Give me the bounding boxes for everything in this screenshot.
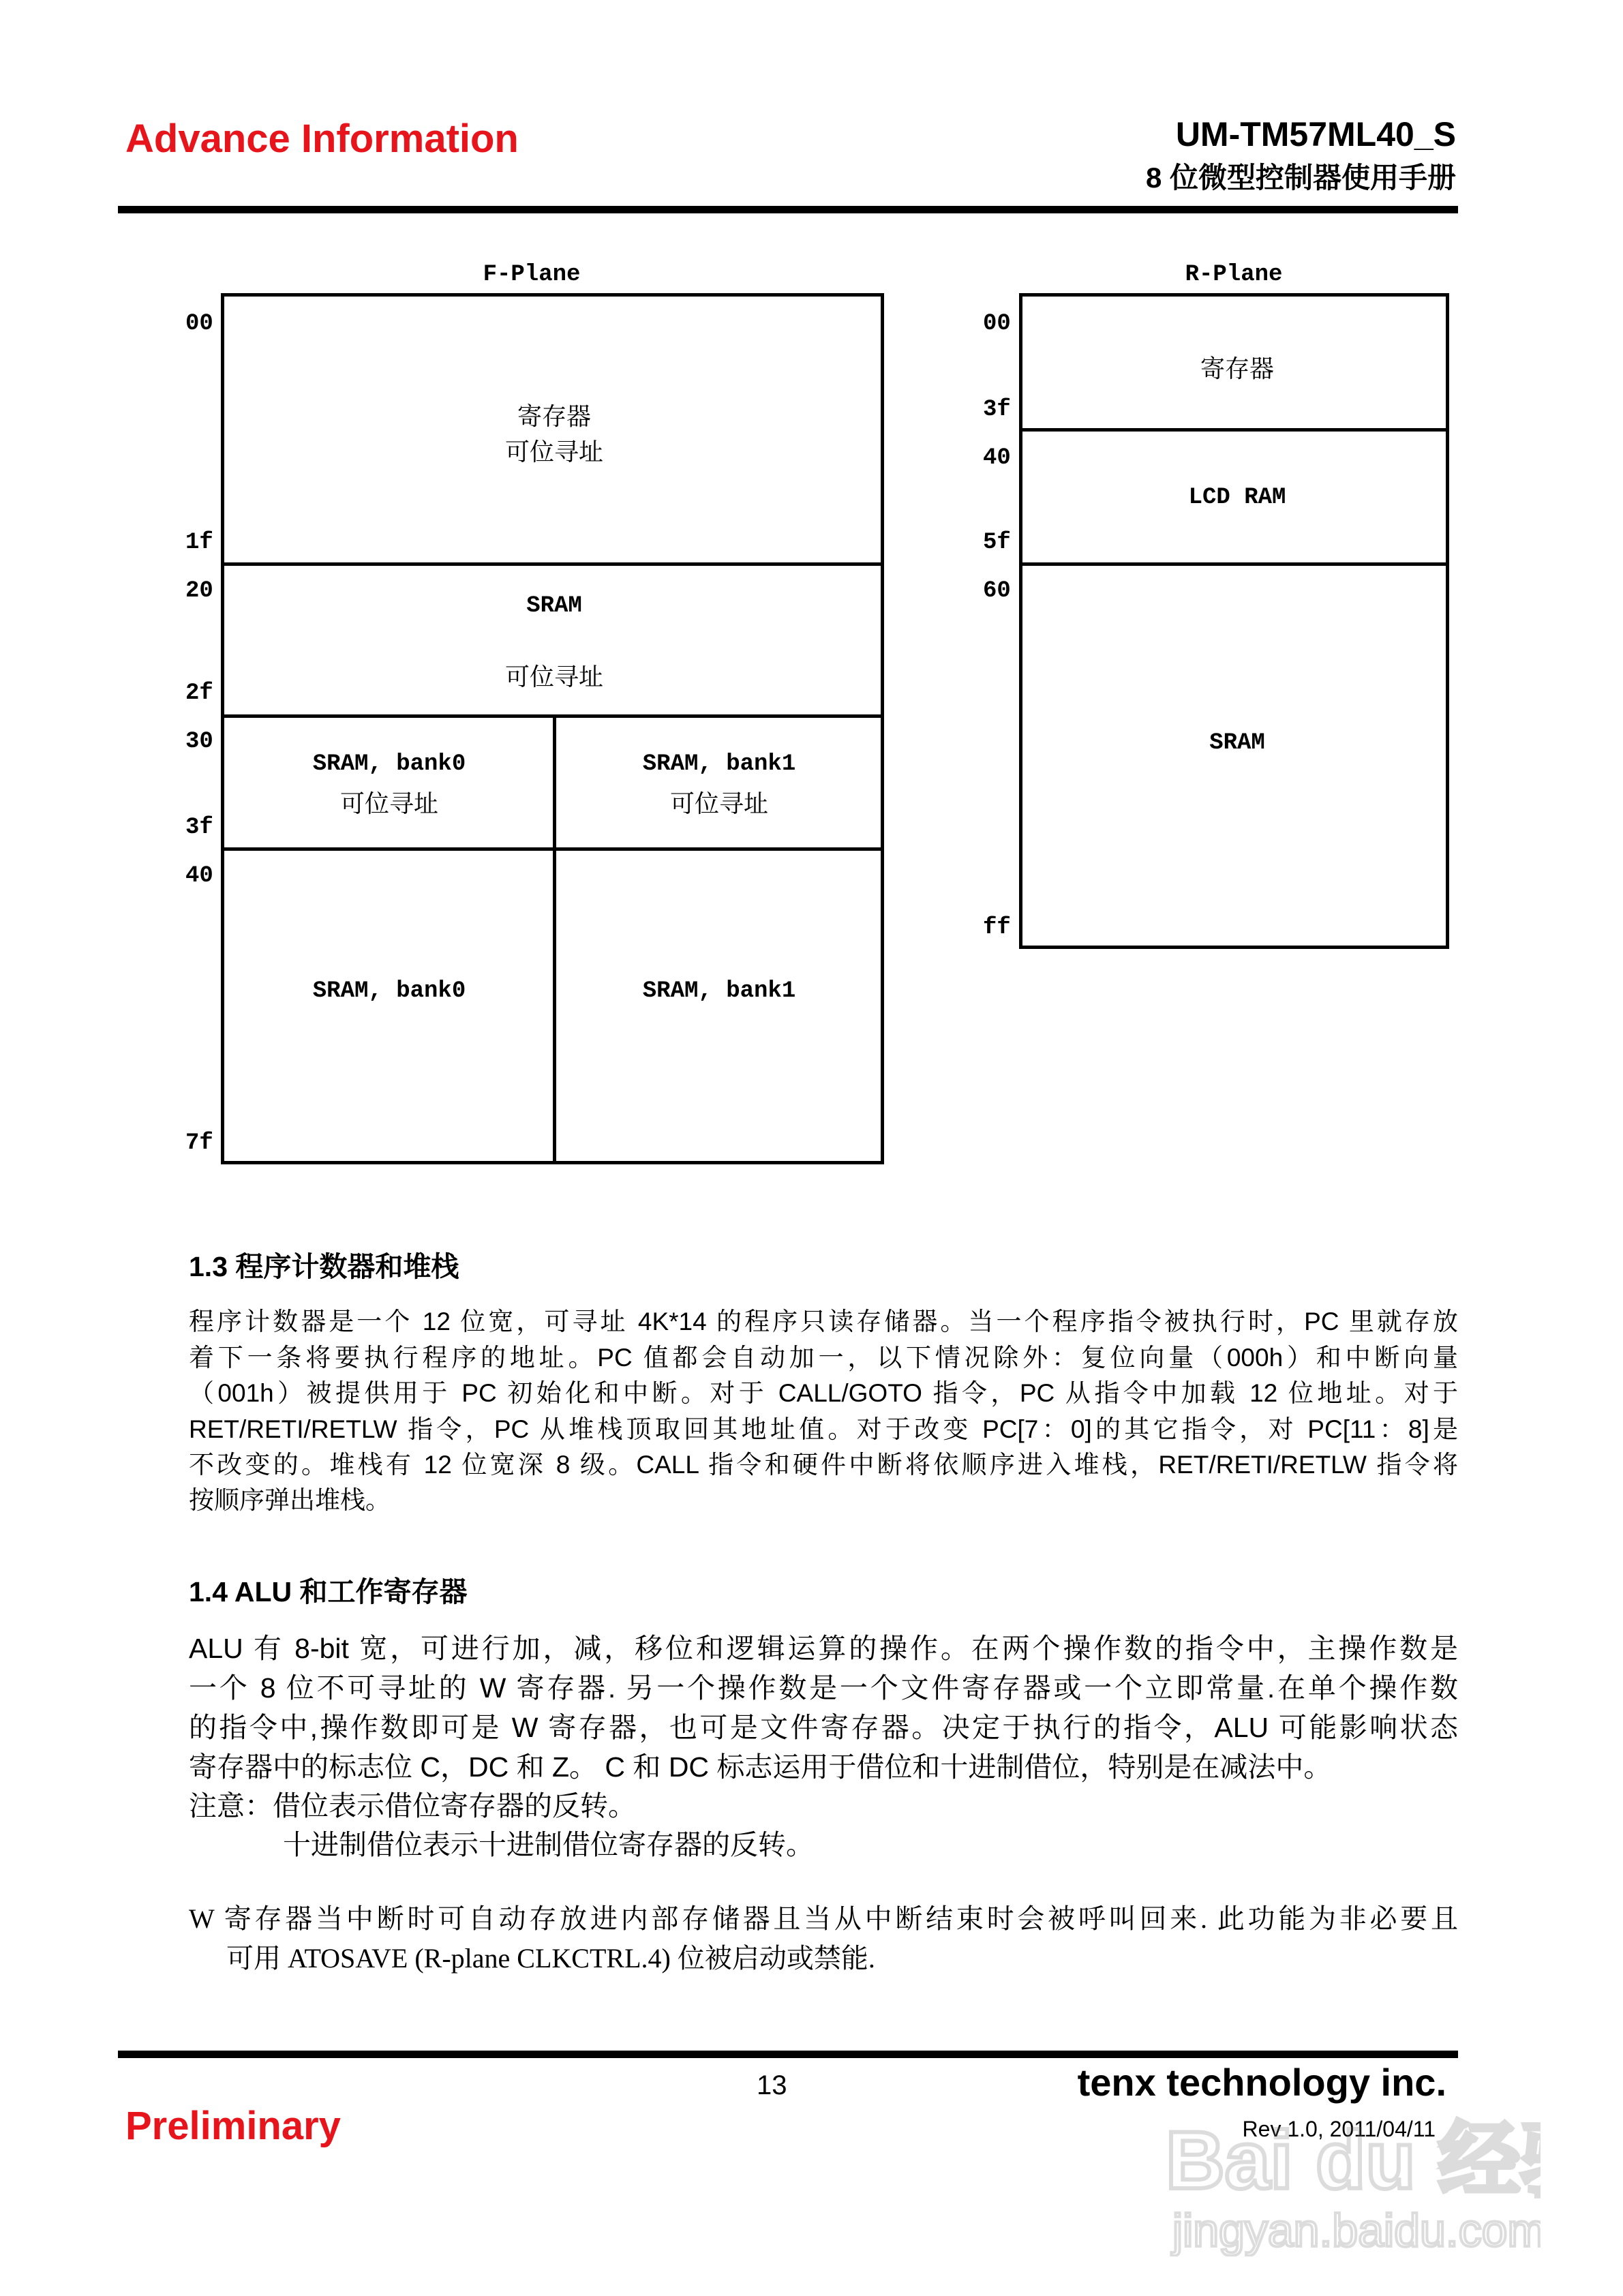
register-block-label: 寄存器 bbox=[517, 403, 592, 431]
address-label: 5f bbox=[983, 530, 1011, 556]
section-1-3-heading: 1.3 程序计数器和堆栈 bbox=[189, 1251, 459, 1282]
divider bbox=[553, 714, 556, 1161]
address-label: ff bbox=[983, 915, 1011, 941]
address-label: 3f bbox=[983, 397, 1011, 423]
address-label: 40 bbox=[185, 863, 213, 889]
document-id: UM-TM57ML40_S bbox=[1175, 115, 1456, 153]
paragraph-line: （001h）被提供用于 PC 初始化和中断。对于 CALL/GOTO 指令，PC 从指令中加载 12 位地址。对于 bbox=[189, 1379, 1458, 1407]
divider bbox=[1022, 562, 1446, 566]
sram-block-label: SRAM bbox=[526, 593, 582, 619]
f-plane-memory-map bbox=[221, 293, 884, 1164]
bit-addressable-label: 可位寻址 bbox=[339, 790, 439, 818]
w-register-note-line: W 寄存器当中断时可自动存放进内部存储器且当从中断结束时会被呼叫回来. 此功能为非必要且 bbox=[189, 1903, 1458, 1934]
address-label: 1f bbox=[185, 530, 213, 556]
preliminary-label: Preliminary bbox=[125, 2104, 341, 2148]
sram-bank0-label: SRAM, bank0 bbox=[312, 978, 466, 1004]
header-rule bbox=[118, 206, 1458, 213]
paragraph-line: 按顺序弹出堆栈。 bbox=[189, 1486, 391, 1514]
f-plane-title: F-Plane bbox=[483, 262, 581, 288]
address-label: 60 bbox=[983, 578, 1011, 604]
paragraph-line: 不改变的。堆栈有 12 位宽深 8 级。CALL 指令和硬件中断将依顺序进入堆栈，RET/RETI/RETLW 指令将 bbox=[189, 1451, 1458, 1479]
address-label: 3f bbox=[185, 815, 213, 841]
svg-text:Bai du 经验: Bai du 经 bbox=[1166, 2115, 1521, 2206]
paragraph-line: 一个 8 位不可寻址的 W 寄存器. 另一个操作数是一个文件寄存器或一个立即常量.在单个操作数 bbox=[189, 1672, 1458, 1704]
paragraph-line: 的指令中,操作数即可是 W 寄存器，也可是文件寄存器。决定于执行的指令，ALU 可能影响状态 bbox=[189, 1712, 1458, 1743]
section-1-4-heading: 1.4 ALU 和工作寄存器 bbox=[189, 1576, 468, 1607]
paragraph-line: ALU 有 8-bit 宽，可进行加，减，移位和逻辑运算的操作。在两个操作数的指令中，主操作数是 bbox=[189, 1633, 1458, 1664]
bit-addressable-label: 可位寻址 bbox=[504, 438, 604, 466]
address-label: 00 bbox=[185, 311, 213, 337]
address-label: 20 bbox=[185, 578, 213, 604]
page-number: 13 bbox=[757, 2070, 787, 2100]
revision-date: Rev 1.0, 2011/04/11 bbox=[1242, 2117, 1436, 2141]
sram-bank1-label: SRAM, bank1 bbox=[642, 751, 796, 777]
sram-bank0-label: SRAM, bank0 bbox=[312, 751, 466, 777]
address-label: 7f bbox=[185, 1130, 213, 1156]
note-line: 注意：借位表示借位寄存器的反转。 bbox=[189, 1790, 636, 1822]
paragraph-line: 寄存器中的标志位 C，DC 和 Z。 C 和 DC 标志运用于借位和十进制借位，特别是在减法中。 bbox=[189, 1751, 1332, 1783]
advance-information-label: Advance Information bbox=[125, 117, 519, 161]
lcd-ram-label: LCD RAM bbox=[1188, 485, 1286, 511]
company-name: tenx technology inc. bbox=[1077, 2061, 1446, 2104]
sram-block-label: SRAM bbox=[1209, 730, 1265, 756]
sram-bank1-label: SRAM, bank1 bbox=[642, 978, 796, 1004]
address-label: 00 bbox=[983, 311, 1011, 337]
svg-text:jingyan.baidu.com: jingyan.baidu.com bbox=[1172, 2205, 1541, 2256]
document-subtitle: 8 位微型控制器使用手册 bbox=[1145, 162, 1456, 194]
baidu-watermark bbox=[1159, 2100, 1541, 2256]
bit-addressable-label: 可位寻址 bbox=[669, 790, 769, 818]
baidu-logo-icon bbox=[1159, 2100, 1541, 2256]
divider bbox=[224, 562, 881, 566]
address-label: 40 bbox=[983, 445, 1011, 471]
r-plane-memory-map bbox=[1019, 293, 1449, 949]
paragraph-line: 着下一条将要执行程序的地址。PC 值都会自动加一，以下情况除外：复位向量（000h）和中断向量 bbox=[189, 1344, 1458, 1372]
r-plane-title: R-Plane bbox=[1185, 262, 1283, 288]
address-label: 2f bbox=[185, 680, 213, 706]
footer-rule bbox=[118, 2051, 1458, 2058]
register-block-label: 寄存器 bbox=[1200, 355, 1275, 383]
w-register-note-line: 可用 ATOSAVE (R-plane CLKCTRL.4) 位被启动或禁能. bbox=[226, 1943, 875, 1974]
divider bbox=[1022, 428, 1446, 432]
bit-addressable-label: 可位寻址 bbox=[504, 663, 604, 691]
paragraph-line: 程序计数器是一个 12 位宽，可寻址 4K*14 的程序只读存储器。当一个程序指令被执行时，PC 里就存放 bbox=[189, 1308, 1458, 1335]
paragraph-line: RET/RETI/RETLW 指令，PC 从堆栈顶取回其地址值。对于改变 PC[7：0]的其它指令，对 PC[11：8]是 bbox=[189, 1415, 1458, 1443]
address-label: 30 bbox=[185, 729, 213, 755]
note-line: 十进制借位表示十进制借位寄存器的反转。 bbox=[283, 1829, 814, 1860]
